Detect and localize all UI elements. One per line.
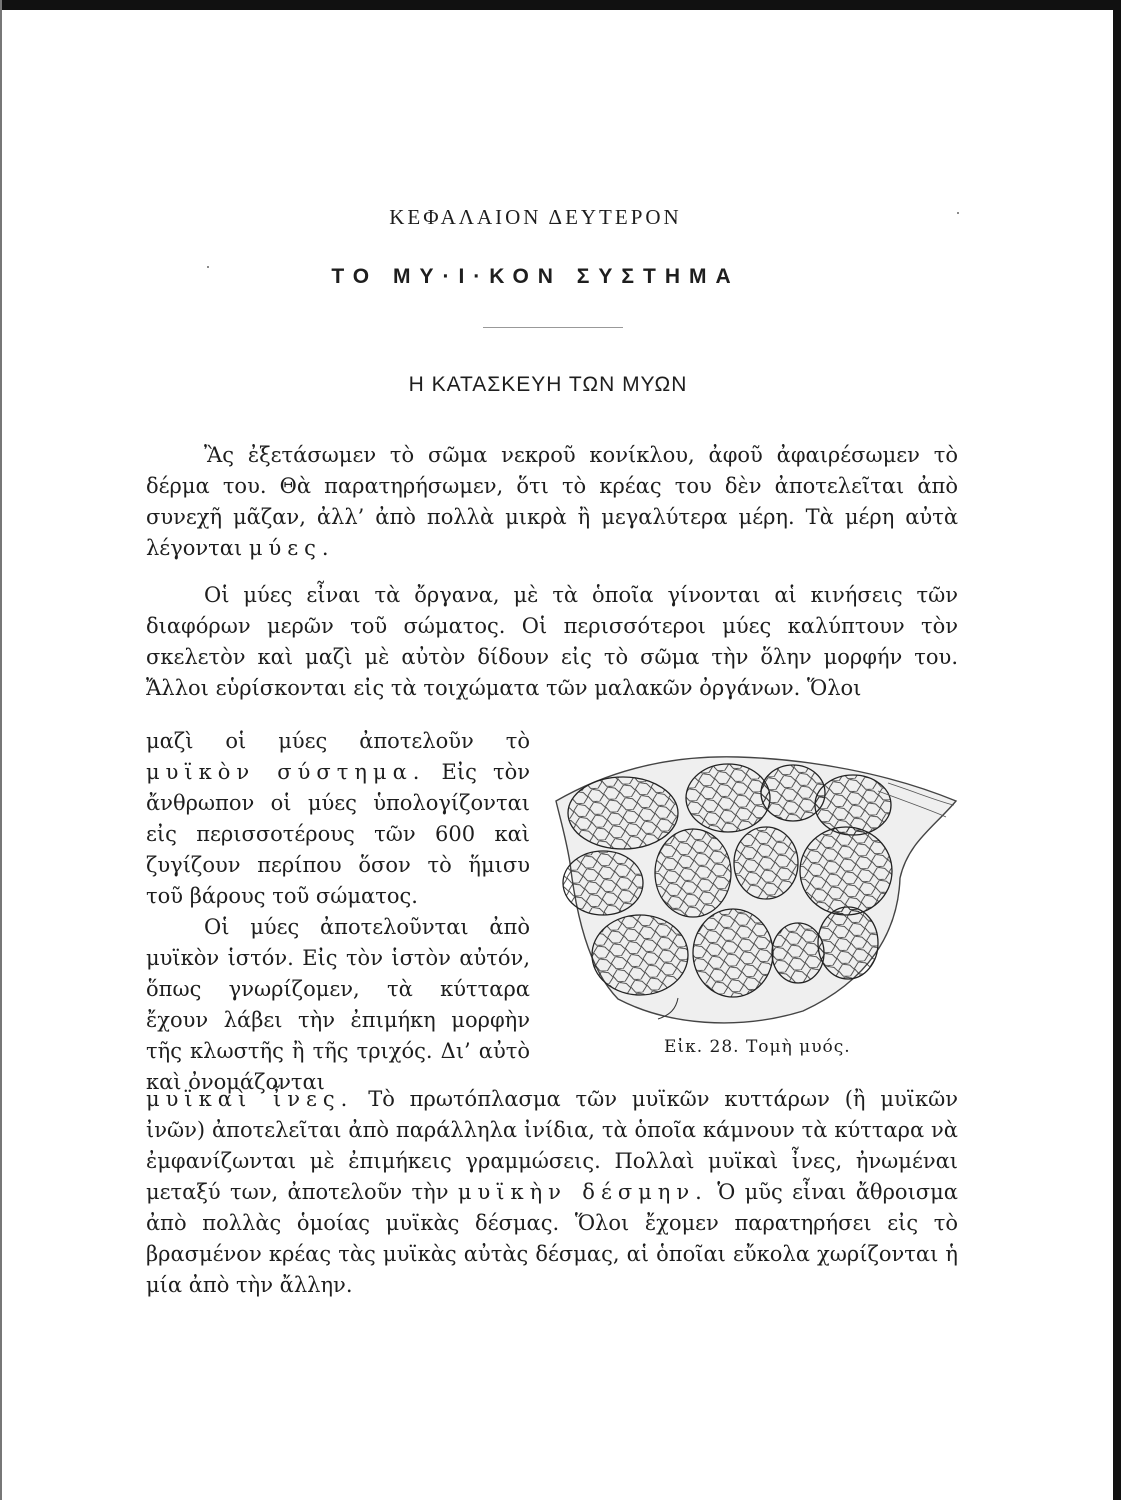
muscle-bundle xyxy=(592,915,688,995)
paragraph-3-text-b: Εἰς τὸν ἄνθρωπον οἱ μύες ὑπολογίζονται εἰς περισσοτέρους τῶν 600 καὶ ζυγίζουν περίπου ὅσον τὸ ἥμισυ τοῦ βάρους τοῦ σώματος. xyxy=(146,760,531,908)
muscle-bundle xyxy=(761,765,825,821)
muscle-bundle xyxy=(815,775,891,835)
muscle-bundle xyxy=(734,827,798,899)
chapter-heading: ΚΕΦΑΛΑΙΟΝ ΔΕΥΤΕΡΟΝ xyxy=(389,205,682,229)
paragraph-2: Οἱ μύες εἶναι τὰ ὄργανα, μὲ τὰ ὁποῖα γίνονται αἱ κινήσεις τῶν διαφόρων μερῶν τοῦ σώματος. Οἱ περισσότεροι μύες καλύπτουν τὸν σκελετὸν καὶ μαζὶ μὲ αὐτὸν δίδουν εἰς τὸ σῶμα τὴν ὅλην μορφήν του. Ἄλλοι εὑρίσκονται εἰς τὰ τοιχώματα τῶν μαλακῶν ὀργάνων. Ὅλοι xyxy=(146,583,958,700)
term-muikai-ines: μυϊκαὶ ἶνες. xyxy=(146,1087,354,1111)
muscle-section-illustration xyxy=(548,743,968,1028)
figure-caption: Εἰκ. 28. Τομὴ μυός. xyxy=(664,1037,851,1057)
term-muiki-desmi: μυϊκὴν δέσμην. xyxy=(457,1180,708,1204)
term-mues: μύες. xyxy=(248,536,335,560)
section-heading: Η ΚΑΤΑΣΚΕΥΗ ΤΩΝ ΜΥΩΝ xyxy=(408,373,688,396)
paragraph-5-text-b: Ὁ μῦς εἶναι ἄθροισμα ἀπὸ πολλὰς ὁμοίας μυϊκὰς δέσμας. Ὅλοι ἔχομεν παρατηρήσει εἰς τὸ βρασμένον κρέας τὰς μυϊκὰς αὐτὰς δέσμας, αἱ ὁποῖαι εὔκολα χωρίζονται ἡ μία ἀπὸ τὴν ἄλλην. xyxy=(146,1180,958,1297)
muscle-bundle xyxy=(686,764,770,832)
muscle-bundle xyxy=(563,851,643,915)
paragraph-3-text-a: μαζὶ οἱ μύες ἀποτελοῦν τὸ xyxy=(146,729,530,753)
muscle-bundle xyxy=(818,907,878,979)
title-divider xyxy=(483,327,623,328)
paragraph-4 xyxy=(146,912,530,1098)
paragraph-3 xyxy=(146,726,530,912)
muscle-bundle xyxy=(800,827,892,915)
muscle-bundle xyxy=(655,829,731,917)
scan-edge-right xyxy=(1113,0,1121,1500)
paragraph-1-text: Ἂς ἐξετάσωμεν τὸ σῶμα νεκροῦ κονίκλου, ἀφοῦ ἀφαιρέσωμεν τὸ δέρμα του. Θὰ παρατηρήσωμεν, ὅτι τὸ κρέας του δὲν ἀποτελεῖται ἀπὸ συνεχῆ μᾶζαν, ἀλλ’ ἀπὸ πολλὰ μικρὰ ἢ μεγαλύτερα μέρη. Τὰ μέρη αὐτὰ λέγονται xyxy=(146,443,958,560)
scan-edge-top xyxy=(0,0,1121,10)
term-muiko-systima: μυϊκὸν σύστημα. xyxy=(146,760,426,784)
paragraph-4-text: Οἱ μύες ἀποτελοῦνται ἀπὸ μυϊκὸν ἱστόν. Εἰς τὸν ἱστὸν αὐτόν, ὅπως γνωρίζομεν, τὰ κύτταρα ἔχουν λάβει τὴν ἐπιμήκη μορφὴν τῆς κλωστῆς ἢ τῆς τριχός. Δι’ αὐτὸ καὶ ὀνομάζονται xyxy=(146,915,530,1094)
paragraph-5 xyxy=(146,1084,958,1301)
muscle-bundle xyxy=(568,777,678,849)
paragraph-5-text-a: Τὸ πρωτόπλασμα τῶν μυϊκῶν κυττάρων (ἢ μυϊκῶν ἰνῶν) ἀποτελεῖται ἀπὸ παράλληλα ἰνίδια, τὰ ὁποῖα κάμνουν τὰ κύτταρα νὰ ἐμφανίζωνται μὲ ἐπιμήκεις γραμμώσεις. Πολλαὶ μυϊκαὶ ἶνες, ἠνωμέναι μεταξύ των, ἀποτελοῦν τὴν xyxy=(146,1087,958,1204)
paragraph-1 xyxy=(146,440,958,564)
muscle-bundle xyxy=(772,923,824,983)
page-title: ΤΟ ΜΥ·Ι·ΚΟΝ ΣΥΣΤΗΜΑ xyxy=(331,265,740,288)
muscle-bundle xyxy=(693,909,773,997)
